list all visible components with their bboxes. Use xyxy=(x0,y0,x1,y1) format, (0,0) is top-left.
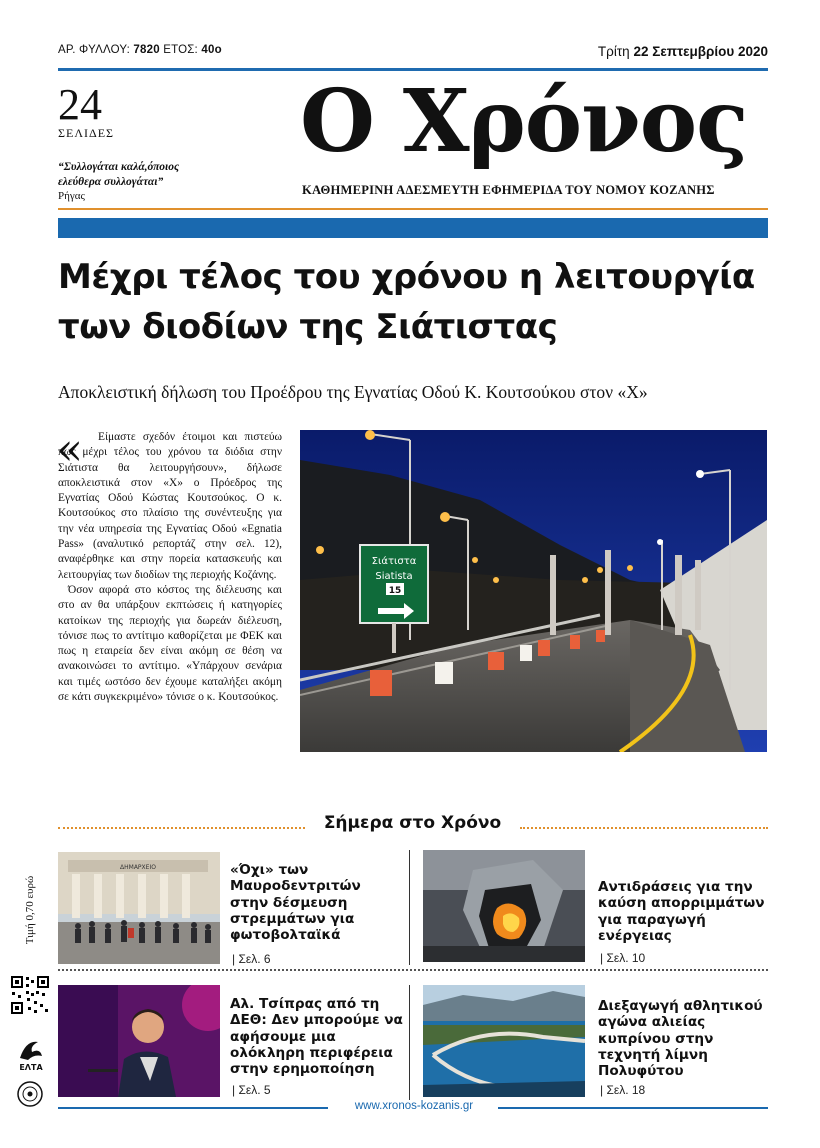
teaser-2-illustration xyxy=(423,850,585,962)
toll-photo-illustration xyxy=(300,430,767,752)
elta-label: ΕΛΤΑ xyxy=(19,1063,43,1072)
lead-headline[interactable] xyxy=(58,252,778,352)
sign-text-greek: Σιάτιστα xyxy=(371,556,417,567)
teaser-3-title[interactable]: Αλ. Τσίπρας από τη ΔΕΘ: Δεν μπορούμε να αφήσουμε μια ολόκληρη περιφέρεια στην ερημοποίηση xyxy=(230,996,403,1078)
section-title: Σήμερα στο Χρόνο xyxy=(323,813,502,833)
pages-label: ΣΕΛΙΔΕΣ xyxy=(58,126,115,140)
blue-band xyxy=(58,218,768,238)
headline-line-2: των διοδίων της Σιάτιστας xyxy=(58,307,558,347)
orange-rule xyxy=(58,208,768,210)
teaser-4-photo[interactable] xyxy=(423,985,585,1097)
footer-website-link[interactable]: www.xronos-kozanis.gr xyxy=(354,1100,474,1112)
price-label xyxy=(20,860,40,960)
teaser-divider-top xyxy=(409,850,410,965)
newspaper-logo[interactable]: Ο Χρόνος xyxy=(300,71,748,172)
teaser-3-page-ref: | Σελ. 5 xyxy=(232,1083,271,1097)
issue-number: 7820 xyxy=(133,44,160,56)
teaser-2-page-ref: | Σελ. 10 xyxy=(600,951,646,965)
footer-rule-right xyxy=(498,1107,768,1109)
sign-text-latin: Siatista xyxy=(375,571,413,582)
motto-line-1: “Συλλογάται καλά,όποιος xyxy=(58,161,180,173)
tagline: ΚΑΘΗΜΕΡΙΝΗ ΑΔΕΣΜΕΥΤΗ ΕΦΗΜΕΡΙΔΑ ΤΟΥ ΝΟΜΟΥ ΚΟΖΑΝΗΣ xyxy=(302,183,715,197)
issue-info xyxy=(58,44,222,56)
teaser-row-divider xyxy=(58,969,768,971)
teaser-1-page-ref: | Σελ. 6 xyxy=(232,952,271,966)
qr-code-icon[interactable] xyxy=(10,975,50,1015)
motto-author: Ρήγας xyxy=(58,190,85,202)
seal-icon xyxy=(16,1080,44,1108)
motto-line-2: ελεύθερα συλλογάται” xyxy=(58,176,164,188)
lead-photo-toll-station[interactable] xyxy=(300,430,767,752)
elta-logo-graphic xyxy=(16,1036,46,1076)
lead-paragraph-2: Όσον αφορά στο κόστος της διέλευσης και στο αν θα υπάρξουν εκπτώσεις ή κατηγορίες κατοίκων της περιοχής για δωρεάν διέλευση, τόνισε πως το αντίτιμο καθορίζεται με ΦΕΚ και πως η εταιρεία δεν είναι ακόμη σε θέση να ανακοινώσει το αντίτιμο. «Υπάρχουν σενάρια και τιμές ωστόσο δεν έχουμε καταλήξει ακόμη σε κάτι συγκεκριμένο» τόνισε ο κ. Κουτσούκος. xyxy=(58,583,282,704)
issue-prefix: ΑΡ. ΦΥΛΛΟΥ: xyxy=(58,44,131,56)
teaser-4-page-ref: | Σελ. 18 xyxy=(600,1083,646,1097)
teaser-1-illustration xyxy=(58,852,220,964)
teaser-3-illustration xyxy=(58,985,220,1097)
teaser-4-title[interactable]: Διεξαγωγή αθλητικού αγώνα αλιείας κυπρίνου στην τεχνητή λίμνη Πολυφύτου xyxy=(598,998,763,1080)
section-divider-right xyxy=(520,827,768,829)
building-sign: ΔΗΜΑΡΧΕΙΟ xyxy=(120,864,156,871)
teaser-3-photo[interactable] xyxy=(58,985,220,1097)
year-prefix: ΕΤΟΣ: xyxy=(163,44,198,56)
section-divider-left xyxy=(58,827,305,829)
lead-body xyxy=(56,424,282,705)
motto xyxy=(58,160,238,190)
teaser-1-photo[interactable] xyxy=(58,852,220,964)
price-text: Τιμή 0,70 ευρώ xyxy=(24,875,36,945)
lead-paragraph-1: Είμαστε σχεδόν έτοιμοι και πιστεύω πως μέχρι τέλος του χρόνου τα διόδια στην Σιάτιστα θα λειτουργήσουν», δήλωσε αποκλειστικά στον «Χ» ο Πρόεδρος της Εγνατίας Οδού Κώστας Κουτσούκος. Ο κ. Κουτσούκος στο πλαίσιο της συνέντευξης για την νέα υπηρεσία της Εγνατίας Οδού «Egnatia Pass» (αναλυτικό ρεπορτάζ στην σελ. 12), αναφέρθηκε και στην πορεία κατασκευής και λειτουργίας των διοδίων της περιοχής Κοζάνης. xyxy=(58,431,282,581)
quote-mark: « xyxy=(56,424,83,475)
footer-rule-left xyxy=(58,1107,328,1109)
lead-subhead: Αποκλειστική δήλωση του Προέδρου της Εγνατίας Οδού Κ. Κουτσούκου στον «Χ» xyxy=(58,382,648,402)
teaser-2-title[interactable]: Αντιδράσεις για την καύση απορριμμάτων για παραγωγή ενέργειας xyxy=(598,879,765,944)
year-value: 40ο xyxy=(201,44,222,56)
pages-number: 24 xyxy=(58,80,102,129)
headline-line-1: Μέχρι τέλος του χρόνου η λειτουργία xyxy=(58,257,755,297)
teaser-1-title[interactable]: «Όχι» των Μαυροδεντριτών στην δέσμευση στρεμμάτων για φωτοβολταϊκά xyxy=(230,862,361,944)
teaser-4-illustration xyxy=(423,985,585,1097)
teaser-2-photo[interactable] xyxy=(423,850,585,962)
qr-code-graphic xyxy=(10,975,50,1015)
date-rest: 22 Σεπτεμβρίου 2020 xyxy=(633,44,768,59)
elta-logo-icon xyxy=(16,1036,46,1076)
issue-date xyxy=(598,44,768,59)
teaser-divider-bottom xyxy=(409,985,410,1100)
date-day: Τρίτη xyxy=(597,44,630,59)
sign-number: 15 xyxy=(388,586,402,596)
